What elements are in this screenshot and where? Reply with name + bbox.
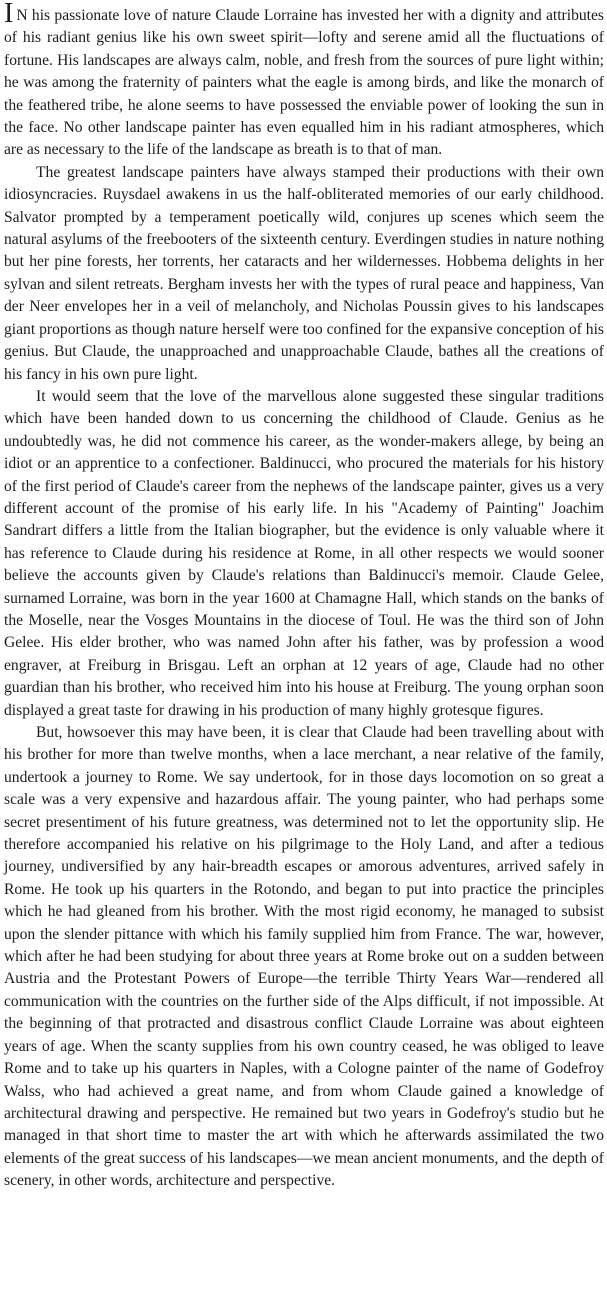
paragraph-4: But, howsoever this may have been, it is clear that Claude had been travelling about with his brother for more than twelve months, when a lace merchant, a near relative of the family, undertook a journey to Rome. We say undertook, for in those days locomotion on so great a scale was a very expensive and hazardous affair. The young painter, who had perhaps some secret presentiment of his future greatness, was determined not to let the opportunity slip. He therefore accompanied his relative on his pilgrimage to the Holy Land, and after a tedious journey, undiversified by any hair-breadth escapes or amorous adventures, arrived safely in Rome. He took up his quarters in the Rotondo, and began to put into practice the principles which he had gleaned from his brother. With the most rigid economy, he managed to subsist upon the slender pittance with which his family supplied him from France. The war, however, which after he had been studying for about three years at Rome broke out on a sudden between Austria and the Protestant Powers of Europe—the terrible Thirty Years War—rendered all communication with the countries on the further side of the Alps difficult, if not impossible. At the beginning of that protracted and disastrous conflict Claude Lorraine was about eighteen years of age. When the scanty supplies from his own country ceased, he was obliged to leave Rome and to take up his quarters in Naples, with a Cologne painter of the name of Godefroy Walss, who had achieved a great name, and from whom Claude gained a knowledge of architectural drawing and perspective. He remained but two years in Godefroy's studio but he managed in that short time to master the art with which he afterwards assimilated the two elements of the great success of his landscapes—we mean ancient monuments, and the depth of scenery, in other words, architecture and perspective. [4, 724, 604, 1190]
paragraph-1 [4, 0, 604, 162]
paragraph-2: The greatest landscape painters have always stamped their productions with their own idiosyncracies. Ruysdael awakens in us the half-obliterated memories of our early childhood. Salvator prompted by a temperament poetically wild, conjures up scenes which seem the natural asylums of the freebooters of the sixteenth century. Everdingen studies in nature nothing but her pine forests, her torrents, her cataracts and her wildernesses. Hobbema delights in her sylvan and silent retreats. Bergham invests her with the types of rural peace and happiness, Van der Neer envelopes her in a veil of melancholy, and Nicholas Poussin gives to his landscapes giant proportions as though nature herself were too confined for the expansive conception of his genius. But Claude, the unapproached and unapproachable Claude, bathes all the creations of his fancy in his own pure light. [4, 163, 604, 383]
paragraph-1-text: N his passionate love of nature Claude Lorraine has invested her with a dignity and attributes of his radiant genius like his own sweet spirit—lofty and serene amid all the fluctuations of fortune. His landscapes are always calm, noble, and fresh from the sources of pure light within; he was among the fraternity of painters what the eagle is among birds, and like the monarch of the feathered tribe, he alone seems to have possessed the enviable power of looking the sun in the face. No other landscape painter has even equalled him in his radiant atmospheres, which are as necessary to the life of the landscape as breath is to that of man. [4, 7, 604, 159]
article-body [4, 0, 604, 1193]
drop-cap: I [4, 0, 14, 29]
paragraph-3: It would seem that the love of the marvellous alone suggested these singular traditions which have been handed down to us concerning the childhood of Claude. Genius as he undoubtedly was, he did not commence his career, as the wonder-makers allege, by being an idiot or an apprentice to a confectioner. Baldinucci, who procured the materials for his history of the first period of Claude's career from the nephews of the landscape painter, gives us a very different account of the promise of his early life. In his "Academy of Painting" Joachim Sandrart differs a little from the Italian biographer, but the evidence is only valuable where it has reference to Claude during his residence at Rome, in all other respects we would sooner believe the accounts given by Claude's relations than Baldinucci's memoir. Claude Gelee, surnamed Lorraine, was born in the year 1600 at Chamagne Hall, which stands on the banks of the Moselle, near the Vosges Mountains in the diocese of Toul. He was the third son of John Gelee. His elder brother, who was named John after his father, was by profession a wood engraver, at Freiburg in Brisgau. Left an orphan at 12 years of age, Claude had no other guardian than his brother, who received him into his house at Freiburg. The young orphan soon displayed a great taste for drawing in his production of many highly grotesque figures. [4, 387, 604, 719]
